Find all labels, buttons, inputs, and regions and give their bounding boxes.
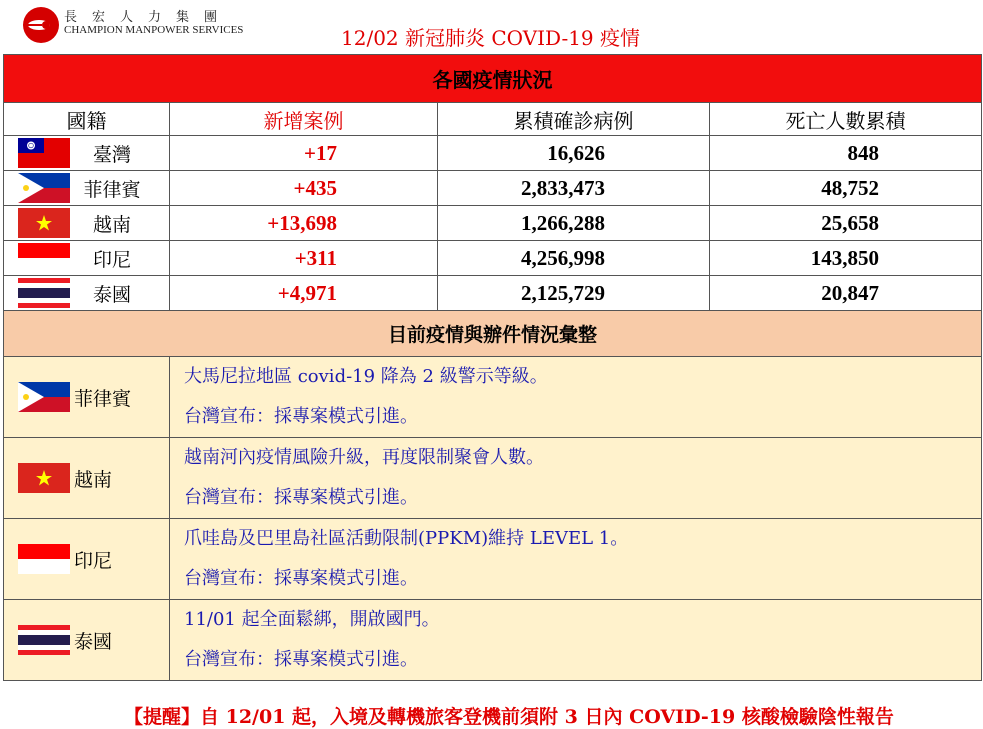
col-header-country: 國籍 bbox=[4, 103, 170, 136]
summary-banner: 目前疫情與辦件情況彙整 bbox=[4, 311, 982, 357]
philippines-flag-icon bbox=[18, 382, 70, 412]
covid-status-table bbox=[3, 54, 982, 681]
summary-line-2: 台灣宣布：採專案模式引進。 bbox=[184, 487, 418, 508]
vietnam-flag-icon bbox=[18, 208, 70, 238]
cumulative-cell: 1,266,288 bbox=[438, 206, 710, 241]
country-name: 印尼 bbox=[92, 248, 131, 271]
new-cases-cell: +17 bbox=[170, 136, 438, 171]
cumulative-cell: 2,125,729 bbox=[438, 276, 710, 311]
reminder-notice: 【提醒】自 12/01 起，入境及轉機旅客登機前須附 3 日內 COVID-19 核酸檢驗陰性報告 bbox=[124, 706, 894, 728]
status-banner: 各國疫情狀況 bbox=[4, 55, 982, 103]
col-header-new-cases: 新增案例 bbox=[170, 103, 438, 136]
country-name: 臺灣 bbox=[92, 143, 131, 166]
country-cell bbox=[4, 171, 170, 206]
deaths-cell: 48,752 bbox=[710, 171, 982, 206]
summary-line-2: 台灣宣布：採專案模式引進。 bbox=[184, 649, 418, 670]
summary-country-name: 泰國 bbox=[74, 630, 113, 653]
deaths-cell: 20,847 bbox=[710, 276, 982, 311]
summary-country-cell bbox=[4, 438, 170, 519]
indonesia-flag-icon bbox=[18, 243, 70, 273]
country-name: 泰國 bbox=[92, 283, 131, 306]
deaths-cell: 25,658 bbox=[710, 206, 982, 241]
philippines-flag-icon bbox=[18, 173, 70, 203]
country-cell bbox=[4, 206, 170, 241]
summary-country-name: 越南 bbox=[74, 468, 113, 491]
company-name-cn: 長宏人力集團 bbox=[64, 10, 233, 25]
vietnam-flag-icon bbox=[18, 463, 70, 493]
table-row bbox=[4, 206, 982, 241]
taiwan-flag-icon bbox=[18, 138, 70, 168]
list-item bbox=[4, 438, 982, 519]
country-cell bbox=[4, 136, 170, 171]
thailand-flag-icon bbox=[18, 278, 70, 308]
new-cases-cell: +435 bbox=[170, 171, 438, 206]
summary-text-cell bbox=[170, 600, 982, 681]
summary-line-2: 台灣宣布：採專案模式引進。 bbox=[184, 568, 418, 589]
summary-text-cell bbox=[170, 519, 982, 600]
country-cell bbox=[4, 241, 170, 276]
table-row bbox=[4, 241, 982, 276]
company-logo-icon bbox=[22, 6, 60, 44]
list-item bbox=[4, 600, 982, 681]
new-cases-cell: +13,698 bbox=[170, 206, 438, 241]
summary-line-1: 爪哇島及巴里島社區活動限制(PPKM)維持 LEVEL 1。 bbox=[184, 528, 629, 549]
summary-text-cell bbox=[170, 357, 982, 438]
summary-line-1: 大馬尼拉地區 covid-19 降為 2 級警示等級。 bbox=[184, 366, 548, 387]
table-row bbox=[4, 276, 982, 311]
table-row bbox=[4, 171, 982, 206]
deaths-cell: 143,850 bbox=[710, 241, 982, 276]
country-name: 越南 bbox=[92, 213, 131, 236]
cumulative-cell: 4,256,998 bbox=[438, 241, 710, 276]
company-name-en: CHAMPION MANPOWER SERVICES bbox=[64, 24, 244, 36]
summary-country-cell bbox=[4, 600, 170, 681]
country-cell bbox=[4, 276, 170, 311]
summary-text-cell bbox=[170, 438, 982, 519]
table-row bbox=[4, 136, 982, 171]
country-name: 菲律賓 bbox=[83, 178, 141, 201]
col-header-deaths: 死亡人數累積 bbox=[710, 103, 982, 136]
summary-country-name: 印尼 bbox=[74, 549, 113, 572]
column-header-row bbox=[4, 103, 982, 136]
page-title: 12/02 新冠肺炎 COVID-19 疫情 bbox=[341, 26, 641, 50]
page-header bbox=[0, 0, 983, 52]
list-item bbox=[4, 357, 982, 438]
summary-country-cell bbox=[4, 357, 170, 438]
summary-country-cell bbox=[4, 519, 170, 600]
summary-line-1: 越南河內疫情風險升級，再度限制聚會人數。 bbox=[184, 447, 544, 468]
cumulative-cell: 16,626 bbox=[438, 136, 710, 171]
summary-line-2: 台灣宣布：採專案模式引進。 bbox=[184, 406, 418, 427]
summary-line-1: 11/01 起全面鬆綁，開啟國門。 bbox=[184, 609, 440, 630]
cumulative-cell: 2,833,473 bbox=[438, 171, 710, 206]
indonesia-flag-icon bbox=[18, 544, 70, 574]
thailand-flag-icon bbox=[18, 625, 70, 655]
new-cases-cell: +4,971 bbox=[170, 276, 438, 311]
col-header-cumulative: 累積確診病例 bbox=[438, 103, 710, 136]
deaths-cell: 848 bbox=[710, 136, 982, 171]
list-item bbox=[4, 519, 982, 600]
new-cases-cell: +311 bbox=[170, 241, 438, 276]
summary-country-name: 菲律賓 bbox=[74, 387, 132, 410]
